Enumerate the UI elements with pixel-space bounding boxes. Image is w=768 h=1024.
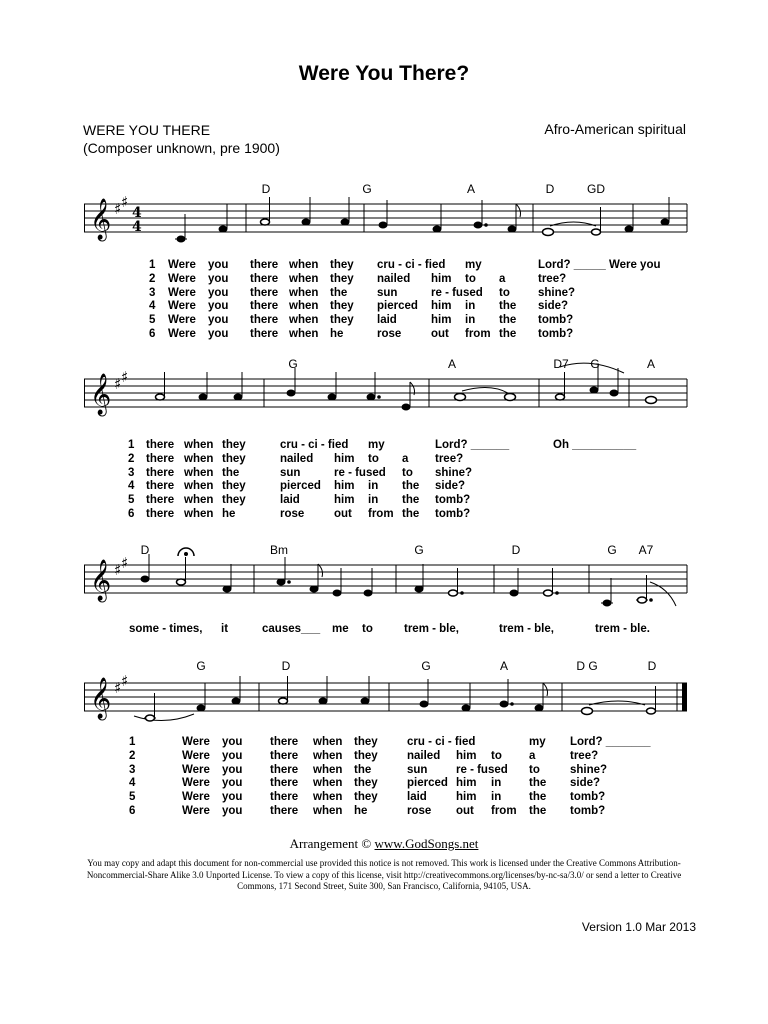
lyric-syllable: Were	[182, 791, 210, 804]
lyric-syllable: cru - ci - fied	[280, 439, 349, 451]
lyric-syllable: sun	[280, 466, 301, 479]
lyric-syllable: shine?	[435, 466, 473, 479]
arrangement-credit	[0, 836, 768, 852]
lyric-syllable: they	[354, 736, 378, 748]
lyric-syllable	[553, 494, 636, 508]
lyric-syllable: rose	[280, 507, 305, 520]
lyric-syllable: 4	[129, 777, 136, 790]
lyric-column	[354, 736, 378, 819]
lyric-syllable: there	[250, 327, 279, 340]
chord-symbol: G	[288, 357, 298, 371]
lyric-syllable: when	[289, 272, 319, 285]
lyric-syllable: a	[402, 452, 409, 465]
lyric-syllable: a	[529, 749, 536, 762]
lyric-syllable: they	[222, 480, 246, 493]
lyric-syllable	[553, 453, 636, 467]
chord-symbol: D	[647, 659, 657, 673]
lyric-syllable: you	[222, 791, 243, 804]
chord-symbol: A	[646, 357, 656, 371]
lyric-syllable: when	[313, 777, 343, 790]
lyric-syllable: when	[184, 507, 214, 520]
lyric-syllable: 6	[149, 327, 156, 340]
lyric-syllable: 3	[129, 763, 136, 776]
lyric-syllable: causes___	[262, 623, 321, 635]
lyric-syllable: there	[250, 314, 279, 327]
lyric-syllable: Were	[182, 777, 210, 790]
lyric-syllable: when	[289, 300, 319, 313]
lyric-syllable: there	[146, 466, 175, 479]
lyric-syllable: he	[354, 804, 368, 817]
lyric-syllable: there	[270, 777, 299, 790]
lyric-syllable: trem - ble,	[499, 623, 554, 635]
lyric-syllable: they	[330, 300, 354, 313]
lyric-syllable: 1	[149, 259, 156, 271]
chord-symbol: G	[607, 543, 617, 557]
lyric-syllable: there	[250, 259, 279, 271]
key-sharp-icon: ♯	[114, 561, 122, 579]
lyric-column	[262, 623, 320, 637]
lyric-syllable: him	[456, 791, 477, 804]
lyric-column	[330, 259, 354, 342]
lyric-syllable: when	[289, 314, 319, 327]
staff-4	[84, 654, 690, 724]
lyric-syllable: you	[208, 286, 229, 299]
lyric-syllable: laid	[280, 494, 300, 507]
treble-clef-icon: 𝄞	[90, 199, 112, 240]
composer-note: (Composer unknown, pre 1900)	[83, 140, 280, 156]
lyric-syllable: to	[465, 272, 476, 285]
page-title: Were You There?	[298, 62, 470, 85]
lyric-syllable: there	[270, 804, 299, 817]
lyric-syllable: nailed	[377, 272, 411, 285]
lyric-syllable: tomb?	[435, 494, 471, 507]
lyric-syllable: when	[289, 286, 319, 299]
chord-symbol: D	[281, 659, 291, 673]
lyric-syllable: the	[222, 466, 240, 479]
lyric-column	[129, 623, 203, 637]
lyric-column	[538, 259, 661, 342]
lyric-syllable: Were	[182, 749, 210, 762]
lyric-syllable: from	[491, 804, 517, 817]
lyric-syllable: Lord? _____ Were you	[538, 259, 661, 271]
lyric-column	[289, 259, 318, 342]
lyric-column	[595, 623, 650, 637]
key-sharp-icon: ♯	[121, 368, 129, 386]
lyric-syllable: cru - ci - fied	[407, 736, 476, 748]
lyric-column	[499, 623, 554, 637]
license-notice: You may copy and adapt this document for non-commercial use provided this notice is not removed. This work is licensed under the Creative Commons Attribution-Noncommercial-Share Alike 3.0 Unported License. To view a copy of this license, visit http://creativecommons.org/licenses/by-nc-sa/3.0/ or send a letter to Creative Commons, 171 Second Street, Suite 300, San Francisco, California, 94105, USA.	[86, 858, 682, 891]
lyric-syllable: 3	[149, 286, 156, 299]
lyric-syllable: when	[184, 452, 214, 465]
lyric-column	[435, 439, 509, 522]
lyric-syllable: pierced	[280, 480, 321, 493]
lyric-syllable: they	[330, 259, 354, 271]
lyric-syllable: in	[465, 314, 476, 327]
lyric-syllable: they	[354, 791, 378, 804]
treble-clef-icon: 𝄞	[90, 374, 112, 415]
lyric-column	[250, 259, 278, 342]
lyric-syllable: tomb?	[435, 507, 471, 520]
lyric-syllable: him	[334, 480, 355, 493]
lyric-syllable: out	[431, 327, 449, 340]
key-sharp-icon: ♯	[114, 375, 122, 393]
lyric-syllable: you	[222, 736, 243, 748]
lyric-syllable	[491, 764, 517, 778]
lyric-syllable: Were	[168, 327, 196, 340]
lyric-syllable: in	[368, 480, 379, 493]
godsongs-link[interactable]: www.GodSongs.net	[374, 836, 479, 851]
lyric-syllable: side?	[538, 300, 569, 313]
lyric-syllable: to	[529, 763, 540, 776]
lyric-syllable: you	[222, 763, 243, 776]
lyric-syllable: nailed	[407, 749, 441, 762]
lyric-syllable: my	[529, 736, 546, 748]
lyric-syllable: the	[499, 314, 517, 327]
lyric-syllable: 5	[149, 314, 156, 327]
lyric-syllable: side?	[570, 777, 601, 790]
lyric-syllable: there	[250, 286, 279, 299]
lyric-syllable: when	[289, 259, 319, 271]
chord-symbol: G	[196, 659, 206, 673]
lyric-syllable: him	[431, 314, 452, 327]
lyric-syllable: there	[270, 736, 299, 748]
lyric-column	[332, 623, 349, 637]
lyric-syllable: when	[313, 804, 343, 817]
lyric-syllable: they	[222, 452, 246, 465]
lyric-column	[129, 736, 135, 819]
lyric-syllable: him	[334, 494, 355, 507]
lyric-syllable: you	[208, 327, 229, 340]
lyric-column	[499, 259, 516, 342]
lyric-syllable: shine?	[538, 286, 576, 299]
lyric-syllable: in	[491, 791, 502, 804]
lyric-syllable: in	[465, 300, 476, 313]
chord-symbol: A7	[638, 543, 654, 557]
lyric-syllable: him	[456, 749, 477, 762]
lyric-syllable	[553, 508, 636, 522]
lyric-syllable: him	[456, 777, 477, 790]
song-origin: Afro-American spiritual	[544, 121, 686, 137]
song-header	[83, 121, 280, 157]
lyric-column	[402, 439, 419, 522]
lyric-syllable: the	[499, 300, 517, 313]
lyric-syllable: in	[368, 494, 379, 507]
lyric-syllable	[553, 467, 636, 481]
lyric-syllable: Were	[168, 300, 196, 313]
lyric-column	[491, 736, 517, 819]
lyric-syllable: Were	[182, 804, 210, 817]
lyric-column	[221, 623, 228, 637]
lyric-syllable: there	[146, 439, 175, 451]
lyric-syllable: out	[456, 804, 474, 817]
lyric-syllable: to	[491, 749, 502, 762]
lyric-syllable: out	[334, 507, 352, 520]
lyric-syllable: tree?	[538, 272, 567, 285]
treble-clef-icon: 𝄞	[90, 560, 112, 601]
arrangement-label: Arrangement ©	[289, 836, 372, 851]
lyric-syllable: to	[368, 452, 379, 465]
lyric-syllable: the	[402, 494, 420, 507]
lyric-syllable: there	[250, 272, 279, 285]
lyric-syllable: the	[330, 286, 348, 299]
lyric-syllable: rose	[377, 327, 402, 340]
lyric-syllable: they	[330, 272, 354, 285]
lyric-column	[368, 439, 394, 522]
lyric-syllable: when	[184, 439, 214, 451]
lyric-column	[529, 736, 546, 819]
lyric-syllable: sun	[407, 763, 428, 776]
lyric-syllable: there	[270, 749, 299, 762]
lyric-syllable: my	[368, 439, 385, 451]
lyric-syllable: when	[184, 466, 214, 479]
lyric-syllable	[368, 467, 394, 481]
lyric-syllable: you	[222, 777, 243, 790]
lyric-syllable: pierced	[407, 777, 448, 790]
lyric-syllable: rose	[407, 804, 432, 817]
lyric-syllable: you	[208, 314, 229, 327]
key-sharp-icon: ♯	[114, 679, 122, 697]
chord-symbol: A	[447, 357, 457, 371]
lyric-syllable: re - fused	[431, 286, 483, 299]
chord-symbol: Bm	[270, 543, 288, 557]
chord-symbol: D	[140, 543, 150, 557]
chord-symbol: G	[414, 543, 424, 557]
lyric-syllable: 2	[128, 452, 135, 465]
lyric-column	[208, 259, 228, 342]
lyric-syllable: they	[222, 494, 246, 507]
lyric-syllable: the	[354, 763, 372, 776]
lyric-syllable: you	[208, 300, 229, 313]
lyric-column	[570, 736, 651, 819]
lyric-syllable: Were	[182, 736, 210, 748]
lyric-syllable: 6	[129, 804, 136, 817]
lyric-syllable: you	[222, 804, 243, 817]
lyric-syllable: Lord? _______	[570, 736, 651, 748]
lyric-syllable: me	[332, 623, 349, 635]
lyric-column	[553, 439, 636, 522]
lyric-column	[168, 259, 196, 342]
lyric-syllable: they	[354, 749, 378, 762]
lyric-syllable: the	[529, 791, 547, 804]
lyric-syllable: 6	[128, 507, 135, 520]
lyric-syllable: some - times,	[129, 623, 203, 635]
lyric-syllable: sun	[377, 286, 398, 299]
key-sharp-icon: ♯	[121, 193, 129, 211]
lyric-syllable: the	[402, 480, 420, 493]
lyric-syllable: laid	[407, 791, 427, 804]
time-signature: 4	[132, 219, 142, 235]
lyric-syllable: tree?	[435, 452, 464, 465]
lyric-syllable: tomb?	[570, 791, 606, 804]
lyric-column	[465, 259, 491, 342]
lyric-syllable: pierced	[377, 300, 418, 313]
lyric-syllable: there	[146, 452, 175, 465]
lyric-syllable: the	[529, 777, 547, 790]
lyric-syllable: my	[465, 259, 482, 271]
lyric-syllable: 5	[128, 494, 135, 507]
lyric-syllable: Were	[168, 272, 196, 285]
lyric-syllable: 2	[129, 749, 136, 762]
lyric-syllable: there	[270, 791, 299, 804]
treble-clef-icon: 𝄞	[90, 678, 112, 719]
chord-symbol: D7	[553, 357, 569, 371]
lyric-syllable: 3	[128, 466, 135, 479]
lyric-syllable	[553, 480, 636, 494]
lyric-syllable: the	[499, 327, 517, 340]
chord-symbol: D G	[576, 659, 598, 673]
lyric-syllable: you	[208, 272, 229, 285]
lyric-syllable: in	[491, 777, 502, 790]
lyric-syllable	[499, 259, 516, 273]
lyric-syllable: laid	[377, 314, 397, 327]
lyric-syllable: when	[313, 791, 343, 804]
music-system-1	[84, 182, 690, 340]
lyric-syllable: when	[313, 763, 343, 776]
lyric-syllable: tomb?	[538, 314, 574, 327]
chord-symbol: A	[499, 659, 509, 673]
lyric-syllable: 4	[149, 300, 156, 313]
lyric-syllable: they	[330, 314, 354, 327]
lyric-syllable: to	[402, 466, 413, 479]
lyric-syllable: they	[222, 439, 246, 451]
lyric-syllable: when	[184, 480, 214, 493]
lyric-syllable: Were	[168, 259, 196, 271]
key-sharp-icon: ♯	[114, 200, 122, 218]
lyric-syllable: from	[465, 327, 491, 340]
lyric-syllable: you	[222, 749, 243, 762]
lyric-syllable: they	[354, 777, 378, 790]
lyric-syllable: tomb?	[538, 327, 574, 340]
chord-symbol: G	[590, 357, 600, 371]
lyric-syllable: from	[368, 507, 394, 520]
lyric-column	[222, 736, 242, 819]
lyric-syllable: a	[499, 272, 506, 285]
lyric-column	[146, 439, 174, 522]
chord-symbol: D	[261, 182, 271, 196]
version-label: Version 1.0 Mar 2013	[581, 920, 696, 934]
lyric-syllable: when	[313, 736, 343, 748]
lyric-syllable: when	[184, 494, 214, 507]
lyric-syllable: there	[146, 507, 175, 520]
lyric-syllable: tree?	[570, 749, 599, 762]
music-system-4	[84, 654, 690, 817]
lyric-syllable: Were	[168, 314, 196, 327]
lyric-column	[149, 259, 155, 342]
music-system-2	[84, 357, 690, 520]
lyric-syllable	[465, 287, 491, 301]
lyric-syllable: Lord? ______	[435, 439, 510, 451]
lyric-syllable: he	[330, 327, 344, 340]
lyric-syllable	[402, 439, 419, 453]
staff-3	[84, 538, 690, 608]
lyric-syllable: side?	[435, 480, 466, 493]
lyric-syllable: re - fused	[456, 763, 508, 776]
lyric-column	[313, 736, 342, 819]
lyric-column	[362, 623, 373, 637]
lyric-syllable: to	[362, 623, 373, 635]
lyric-syllable: 2	[149, 272, 156, 285]
lyric-syllable: 1	[128, 439, 135, 451]
final-barline	[682, 683, 687, 711]
lyric-syllable	[491, 736, 517, 750]
lyric-column	[270, 736, 298, 819]
lyric-syllable: him	[431, 272, 452, 285]
lyric-syllable: trem - ble.	[595, 623, 650, 635]
notes-2	[156, 363, 657, 410]
lyric-syllable: the	[529, 804, 547, 817]
lyric-syllable: cru - ci - fied	[377, 259, 446, 271]
chord-symbol: G	[421, 659, 431, 673]
lyric-syllable: him	[334, 452, 355, 465]
lyric-syllable: 1	[129, 736, 136, 748]
lyric-syllable: tomb?	[570, 804, 606, 817]
lyric-syllable: trem - ble,	[404, 623, 459, 635]
time-signature: 4	[132, 205, 142, 221]
lyric-column	[184, 439, 213, 522]
lyric-syllable: the	[402, 507, 420, 520]
lyric-syllable: Were	[182, 763, 210, 776]
lyric-column	[182, 736, 210, 819]
lyric-syllable: 5	[129, 791, 136, 804]
key-sharp-icon: ♯	[121, 672, 129, 690]
lyric-syllable: him	[431, 300, 452, 313]
lyric-syllable: to	[499, 286, 510, 299]
chord-symbol: G	[362, 182, 372, 196]
song-name: WERE YOU THERE	[83, 122, 211, 138]
lyric-syllable: when	[289, 327, 319, 340]
lyric-syllable: shine?	[570, 763, 608, 776]
lyric-syllable: it	[221, 623, 229, 635]
chord-symbol: A	[466, 182, 476, 196]
lyric-syllable: you	[208, 259, 229, 271]
key-sharp-icon: ♯	[121, 554, 129, 572]
lyric-syllable: Oh __________	[553, 439, 637, 451]
chord-symbol: GD	[587, 182, 605, 196]
lyric-syllable: there	[146, 494, 175, 507]
chord-symbol: D	[511, 543, 521, 557]
lyric-column	[128, 439, 134, 522]
lyric-syllable: there	[270, 763, 299, 776]
notes-3	[141, 548, 676, 606]
lyric-syllable: nailed	[280, 452, 314, 465]
lyric-syllable: Were	[168, 286, 196, 299]
lyric-syllable: there	[146, 480, 175, 493]
lyric-syllable: he	[222, 507, 236, 520]
lyric-syllable: re - fused	[334, 466, 386, 479]
lyric-column	[222, 439, 246, 522]
lyric-column	[404, 623, 459, 637]
lyric-syllable: when	[313, 749, 343, 762]
chord-symbol: D	[545, 182, 555, 196]
lyric-syllable: there	[250, 300, 279, 313]
lyric-syllable: 4	[128, 480, 135, 493]
